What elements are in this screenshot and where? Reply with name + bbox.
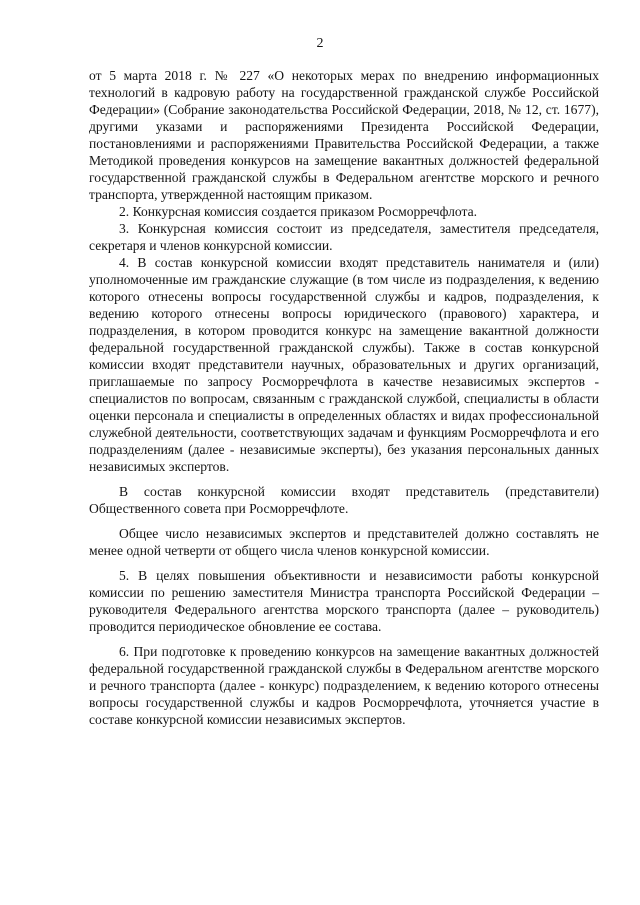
paragraph-item-4: 4. В состав конкурсной комиссии входят представитель нанимателя и (или) уполномоченные им гражданские служащие (в том числе из подразделения, к ведению которого отнесены вопросы государственной службы и кадров, подразделения, к ведению которого отнесены вопросы юридического (правового) характера, и подразделения, в котором проводится конкурс на замещение вакантной должности федеральной государственной гражданской службы). Также в состав конкурсной комиссии входят представители научных, образовательных и других организаций, приглашаемые по запросу Росморречфлота в качестве независимых экспертов - специалистов по вопросам, связанным с гражданской службой, специалисты в области оценки персонала и специалисты в определенных областях и видах профессиональной служебной деятельности, соответствующих задачам и функциям Росморречфлота и его подразделениям (далее - независимые эксперты), без указания персональных данных независимых экспертов. xyxy=(89,255,599,474)
paragraph-item-6: 6. При подготовке к проведению конкурсов на замещение вакантных должностей федеральной государственной гражданской службы в Федеральном агентстве морского и речного транспорта (далее - конкурс) подразделением, к ведению которого отнесены вопросы государственной службы и кадров Росморречфлота, уточняется участие в составе конкурсной комиссии независимых экспертов. xyxy=(89,644,599,727)
paragraph-continuation: от 5 марта 2018 г. № 227 «О некоторых мерах по внедрению информационных технологий в кадровую работу на государственной гражданской службе Российской Федерации» (Собрание законодательства Российской Федерации, 2018, № 12, ст. 1677), другими указами и распоряжениями Президента Российской Федерации, постановлениями и распоряжениями Правительства Российской Федерации, а также Методикой проведения конкурсов на замещение вакантных должностей федеральной государственной гражданской службы в Федеральном агентстве морского и речного транспорта, утвержденной настоящим приказом. xyxy=(89,68,599,202)
paragraph-public-council: В состав конкурсной комиссии входят представитель (представители) Общественного совета при Росморречфлоте. xyxy=(89,484,599,516)
paragraph-item-3: 3. Конкурсная комиссия состоит из председателя, заместителя председателя, секретаря и членов конкурсной комиссии. xyxy=(89,221,599,253)
document-body xyxy=(89,67,599,728)
paragraph-expert-share: Общее число независимых экспертов и представителей должно составлять не менее одной четверти от общего числа членов конкурсной комиссии. xyxy=(89,526,599,558)
paragraph-item-5: 5. В целях повышения объективности и независимости работы конкурсной комиссии по решению заместителя Министра транспорта Российской Федерации – руководителя Федерального агентства морского транспорта (далее – руководитель) проводится периодическое обновление ее состава. xyxy=(89,568,599,634)
page-number: 2 xyxy=(316,36,324,51)
paragraph-item-2: 2. Конкурсная комиссия создается приказом Росморречфлота. xyxy=(119,204,478,219)
